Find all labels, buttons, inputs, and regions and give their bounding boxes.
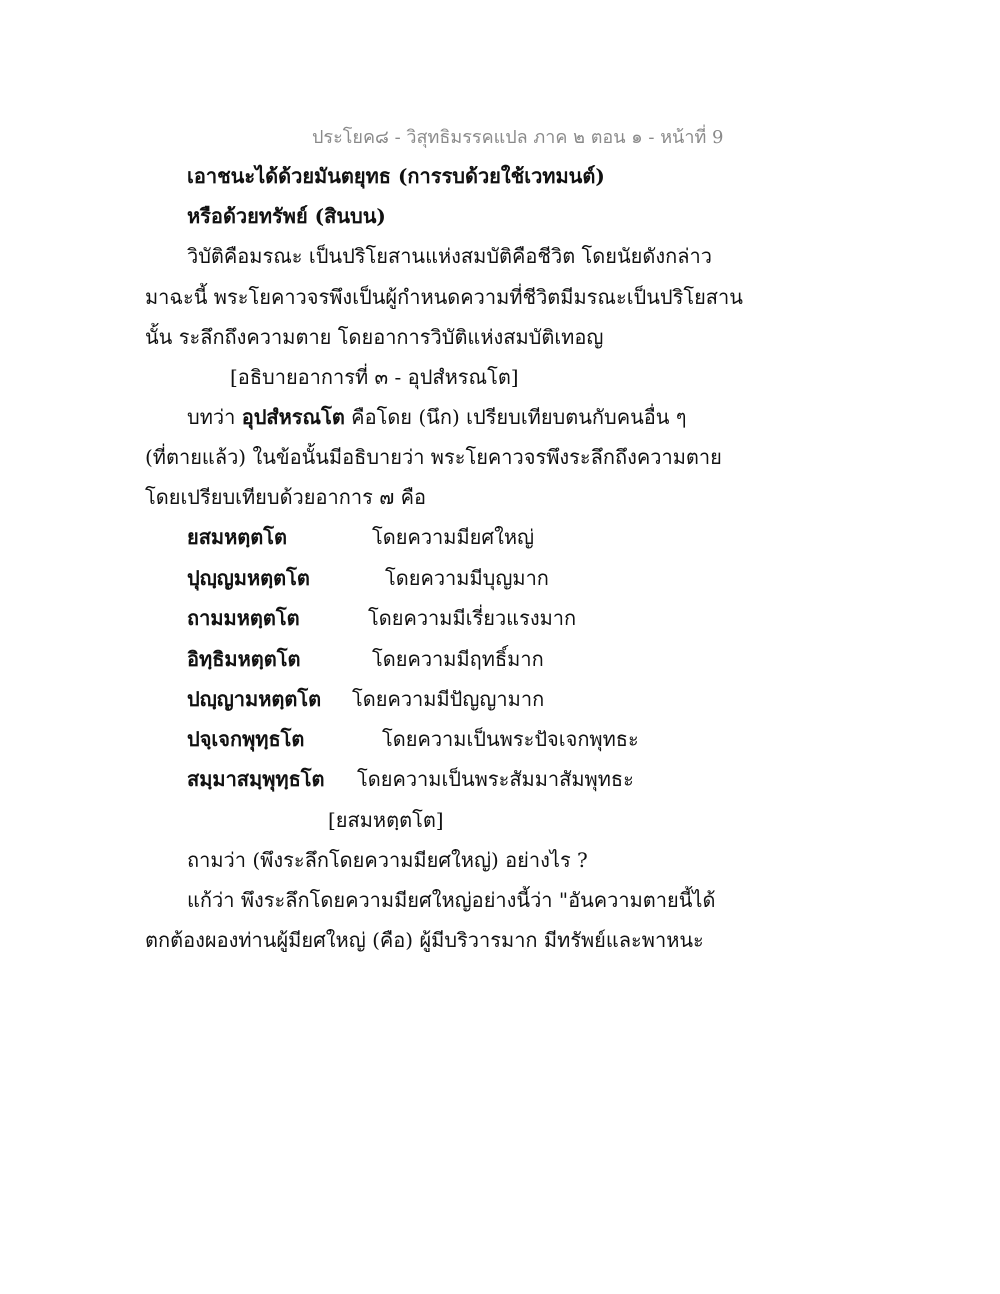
text-line-13: ตกต้องผองท่านผู้มียศใหญ่ (คือ) ผู้มีบริวารมาก มีทรัพย์และพาหนะ — [145, 928, 704, 952]
term-3: ถามมหตฺตโต — [187, 606, 300, 630]
term-7-meaning: โดยความเป็นพระสัมมาสัมพุทธะ — [357, 767, 634, 791]
text-line-1: เอาชนะได้ด้วยมันตยุทธ (การรบด้วยใช้เวทมนต์) — [187, 164, 605, 188]
term-1: ยสมหตฺตโต — [187, 525, 287, 549]
term-3-meaning: โดยความมีเรี่ยวแรงมาก — [368, 606, 577, 630]
term-2-meaning: โดยความมีบุญมาก — [385, 566, 549, 590]
text-line-12: แก้ว่า พึงระลึกโดยความมียศใหญ่อย่างนี้ว่า "อันความตายนี้ได้ — [187, 888, 716, 912]
term-7: สมฺมาสมฺพุทฺธโต — [187, 767, 325, 791]
text-line-7 — [187, 403, 687, 431]
text-line-4: มาฉะนี้ พระโยคาวจรพึงเป็นผู้กำหนดความที่ชีวิตมีมรณะเป็นปริโยสาน — [145, 285, 743, 309]
term-6: ปจฺเจกพุทฺธโต — [187, 727, 305, 751]
term-2: ปุญฺญมหตฺตโต — [187, 566, 310, 590]
text-line-3: วิบัติคือมรณะ เป็นปริโยสานแห่งสมบัติคือชีวิต โดยนัยดังกล่าว — [187, 244, 712, 268]
text-line-9: โดยเปรียบเทียบด้วยอาการ ๗ คือ — [145, 485, 426, 509]
sub-heading: [ยสมหตฺตโต] — [328, 808, 444, 832]
text-line-7-bold: อุปสํหรณโต — [241, 405, 345, 429]
term-5: ปญฺญามหตฺตโต — [187, 687, 322, 711]
term-1-meaning: โดยความมียศใหญ่ — [372, 525, 535, 549]
text-line-11: ถามว่า (พึงระลึกโดยความมียศใหญ่) อย่างไร ? — [187, 848, 588, 872]
term-4: อิทฺธิมหตฺตโต — [187, 647, 301, 671]
term-4-meaning: โดยความมีฤทธิ์มาก — [372, 647, 544, 671]
section-heading: [อธิบายอาการที่ ๓ - อุปสํหรณโต] — [230, 365, 519, 389]
text-line-7-pre: บทว่า — [187, 405, 242, 429]
term-5-meaning: โดยความมีปัญญามาก — [352, 687, 545, 711]
page-header: ประโยค๘ - วิสุทธิมรรคแปล ภาค ๒ ตอน ๑ - หน้าที่ 9 — [312, 127, 724, 148]
text-line-2: หรือด้วยทรัพย์ (สินบน) — [187, 204, 386, 228]
text-line-8: (ที่ตายแล้ว) ในข้อนั้นมีอธิบายว่า พระโยคาวจรพึงระลึกถึงความตาย — [145, 445, 722, 469]
term-6-meaning: โดยความเป็นพระปัจเจกพุทธะ — [382, 727, 639, 751]
text-line-7-post: คือโดย (นึก) เปรียบเทียบตนกับคนอื่น ๆ — [344, 405, 687, 429]
text-line-5: นั้น ระลึกถึงความตาย โดยอาการวิบัติแห่งสมบัติเทอญ — [145, 325, 604, 349]
